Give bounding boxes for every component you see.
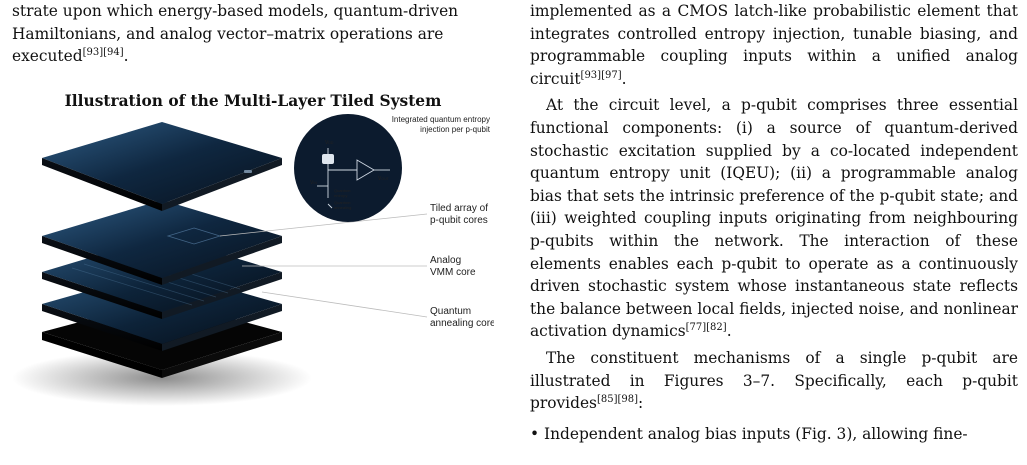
annealing-core-label-2: annealing core xyxy=(430,318,494,329)
figure-illustration xyxy=(12,108,494,408)
inset-quantum-entropy-label: Quantum xyxy=(334,188,351,193)
intro-line-1: strate upon which energy-based models, quantum-driven xyxy=(12,2,459,20)
top-layer xyxy=(42,122,282,211)
paragraph-1: implemented as a CMOS latch-like probabilistic element that integrates controlled entropy injection, tunable biasing, and programmable coupling inputs within a unified analog circuit[93][97]. xyxy=(530,2,1018,88)
figure-title: Illustration of the Multi-Layer Tiled System xyxy=(64,92,442,110)
inset-vdd-label: VDD xyxy=(325,140,334,146)
tiled-array-label-2: p-qubit cores xyxy=(430,215,488,226)
intro-line-2: Hamiltonians, and analog vector–matrix operations are xyxy=(12,24,444,43)
citation: [93][94] xyxy=(82,47,124,59)
vmm-core-label-1: Analog xyxy=(430,255,462,266)
feature-list xyxy=(530,423,1018,446)
inset-quantum-annealing-label: Quantum xyxy=(334,200,351,205)
inset-callout-line-2: injection per p-qubit xyxy=(420,125,490,134)
citation: [85][98] xyxy=(596,394,639,406)
pqubit-circuit-inset xyxy=(294,114,402,222)
inset-vin-label: VIN xyxy=(310,180,317,186)
intro-paragraph: strate upon which energy-based models, quantum-driven Hamiltonians, and analog vector–matrix operations are executed[93][94]. xyxy=(12,2,459,66)
paragraph-2: At the circuit level, a p-qubit comprises three essential functional components: (i) a source of quantum-derived stochastic excitation supplied by a co-located independent quantum entropy unit (IQEU); (ii) a programmable analog bias that sets the intrinsic preference of the p-qubit state; and (iii) weighted coupling inputs originating from neighbouring p-qubits within the network. The interaction of these elements enables each p-qubit to operate as a continuously driven stochastic system whose instantaneous state reflects the balance between local fields, injected noise, and nonlinear activation dynamics[77][82]. xyxy=(530,96,1018,341)
right-column xyxy=(530,0,1018,445)
svg-text:annealing: annealing xyxy=(334,205,352,210)
svg-text:entropy: entropy xyxy=(334,193,348,198)
callout-labels xyxy=(392,115,494,329)
vmm-core-label-2: VMM core xyxy=(430,267,476,278)
figure-multi-layer-system xyxy=(12,108,494,408)
inset-vout-label: VOUT xyxy=(378,176,389,182)
left-column xyxy=(12,0,494,68)
intro-line-3: executed xyxy=(12,47,83,66)
citation: [77][82] xyxy=(685,322,727,334)
tiled-array-label-1: Tiled array of xyxy=(430,203,488,214)
inset-callout-line-1: Integrated quantum entropy xyxy=(391,115,490,124)
list-item: • Independent analog bias inputs (Fig. 3), allowing fine- xyxy=(530,423,1018,446)
annealing-core-label-1: Quantum xyxy=(430,306,472,317)
paragraph-3: The constituent mechanisms of a single p-qubit are illustrated in Figures 3–7. Specifically, each p-qubit provides[85][98]: xyxy=(530,348,1018,413)
citation: [93][97] xyxy=(580,69,622,81)
